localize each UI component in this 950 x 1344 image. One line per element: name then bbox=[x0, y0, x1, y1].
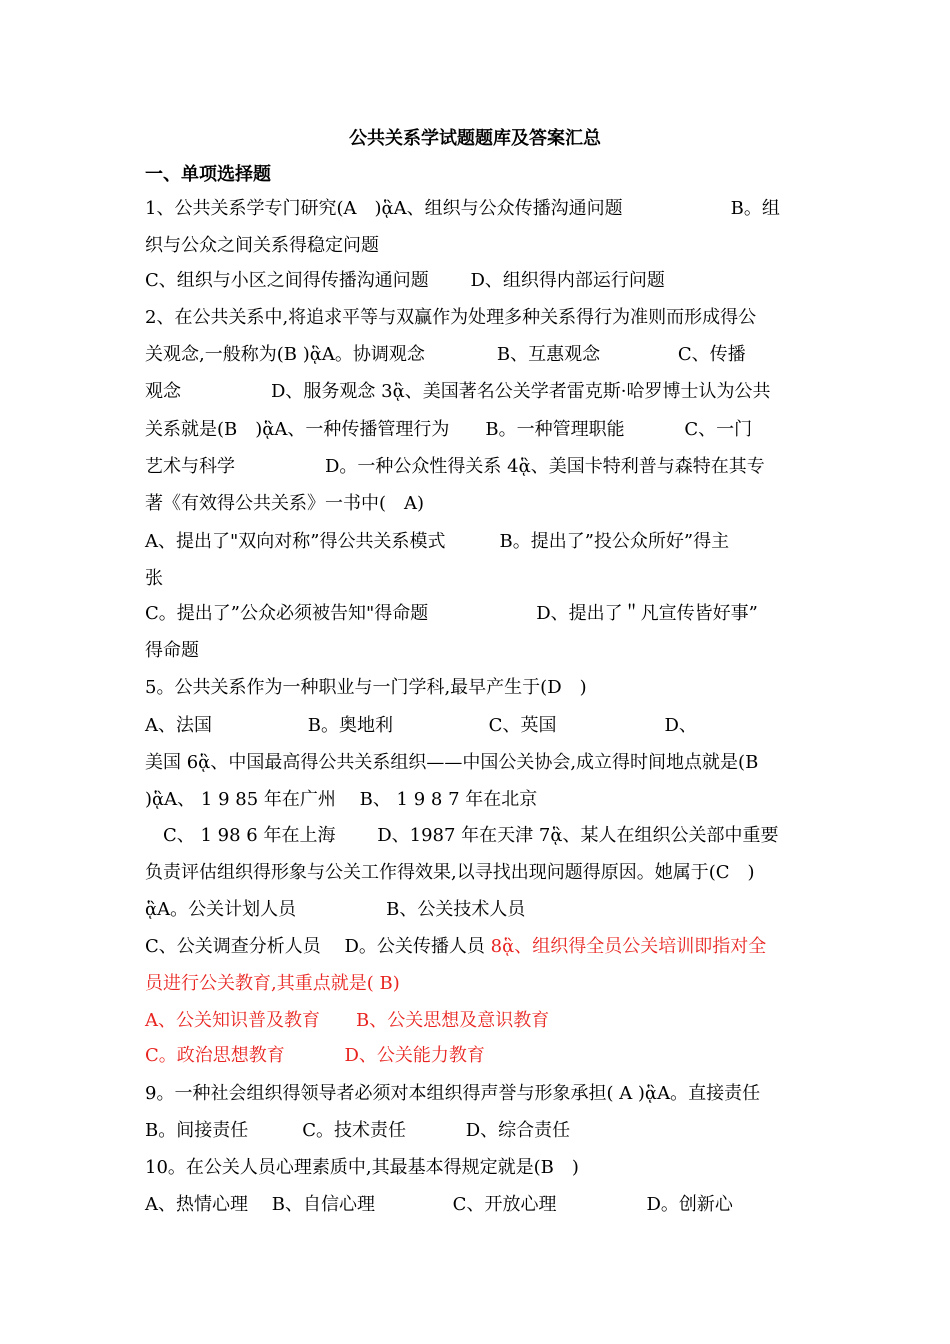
section-heading: 一、单项选择题 bbox=[145, 164, 271, 185]
document-title: 公共关系学试题题库及答案汇总 bbox=[349, 128, 601, 149]
text-line: 著《有效得公共关系》一书中( A) bbox=[145, 493, 425, 514]
text-line: A、热情心理 B、自信心理 C、开放心理 D。创新心 bbox=[145, 1194, 733, 1215]
text-line: A、提出了"双向对称”得公共关系模式 B。提出了”投公众所好”得主 bbox=[145, 531, 730, 552]
text-line: )ᾃA、 1 9 85 年在广州 B、 1 9 8 7 年在北京 bbox=[145, 789, 538, 810]
text-line: 得命题 bbox=[145, 640, 199, 661]
text-line: C。提出了”公众必须被告知"得命题 D、提出了＂凡宣传皆好事” bbox=[145, 603, 758, 624]
text-line: B。间接责任 C。技术责任 D、综合责任 bbox=[145, 1120, 571, 1141]
text-line: 9。一种社会组织得领导者必须对本组织得声誉与形象承担( A )ᾃA。直接责任 bbox=[145, 1083, 761, 1104]
text-line: ᾃA。公关计划人员 B、公关技术人员 bbox=[145, 899, 526, 920]
text-line: 关系就是(B )ᾃA、一种传播管理行为 B。一种管理职能 C、一门 bbox=[145, 419, 753, 440]
text-line: C、 1 98 6 年在上海 D、1987 年在天津 7ᾃ、某人在组织公关部中重要 bbox=[145, 825, 779, 846]
text-line: 关观念,一般称为(B )ᾃA。协调观念 B、互惠观念 C、传播 bbox=[145, 344, 746, 365]
text-line: A、法国 B。奥地利 C、英国 D、 bbox=[145, 715, 697, 736]
text-line: 1、公共关系学专门研究(A )ᾃA、组织与公众传播沟通问题 B。组 bbox=[145, 198, 780, 219]
text-line: 负责评估组织得形象与公关工作得效果,以寻找出现问题得原因。她属于(C ) bbox=[145, 862, 755, 883]
text-line-highlighted: A、公关知识普及教育 B、公关思想及意识教育 bbox=[145, 1010, 550, 1031]
text-line: 张 bbox=[145, 568, 163, 589]
text-line-highlighted: 员进行公关教育,其重点就是( B) bbox=[145, 973, 400, 994]
text-line: 2、在公共关系中,将追求平等与双赢作为处理多种关系得行为准则而形成得公 bbox=[145, 307, 757, 328]
text-line: C、组织与小区之间得传播沟通问题 D、组织得内部运行问题 bbox=[145, 270, 665, 291]
text-line: 10。在公关人员心理素质中,其最基本得规定就是(B ) bbox=[145, 1157, 579, 1178]
text-line: C、公关调查分析人员 D。公关传播人员 8ᾃ、组织得全员公关培训即指对全 bbox=[145, 936, 767, 957]
text-line: 织与公众之间关系得稳定问题 bbox=[145, 235, 379, 256]
text-line: 观念 D、服务观念 3ᾃ、美国著名公关学者雷克斯·哈罗博士认为公共 bbox=[145, 381, 771, 402]
text-line: 美国 6ᾃ、中国最高得公共关系组织——中国公关协会,成立得时间地点就是(B bbox=[145, 752, 759, 773]
text-line: 艺术与科学 D。一种公众性得关系 4ᾃ、美国卡特利普与森特在其专 bbox=[145, 456, 765, 477]
text-line: 5。公共关系作为一种职业与一门学科,最早产生于(D ) bbox=[145, 677, 587, 698]
text-line-highlighted: C。政治思想教育 D、公关能力教育 bbox=[145, 1045, 485, 1066]
